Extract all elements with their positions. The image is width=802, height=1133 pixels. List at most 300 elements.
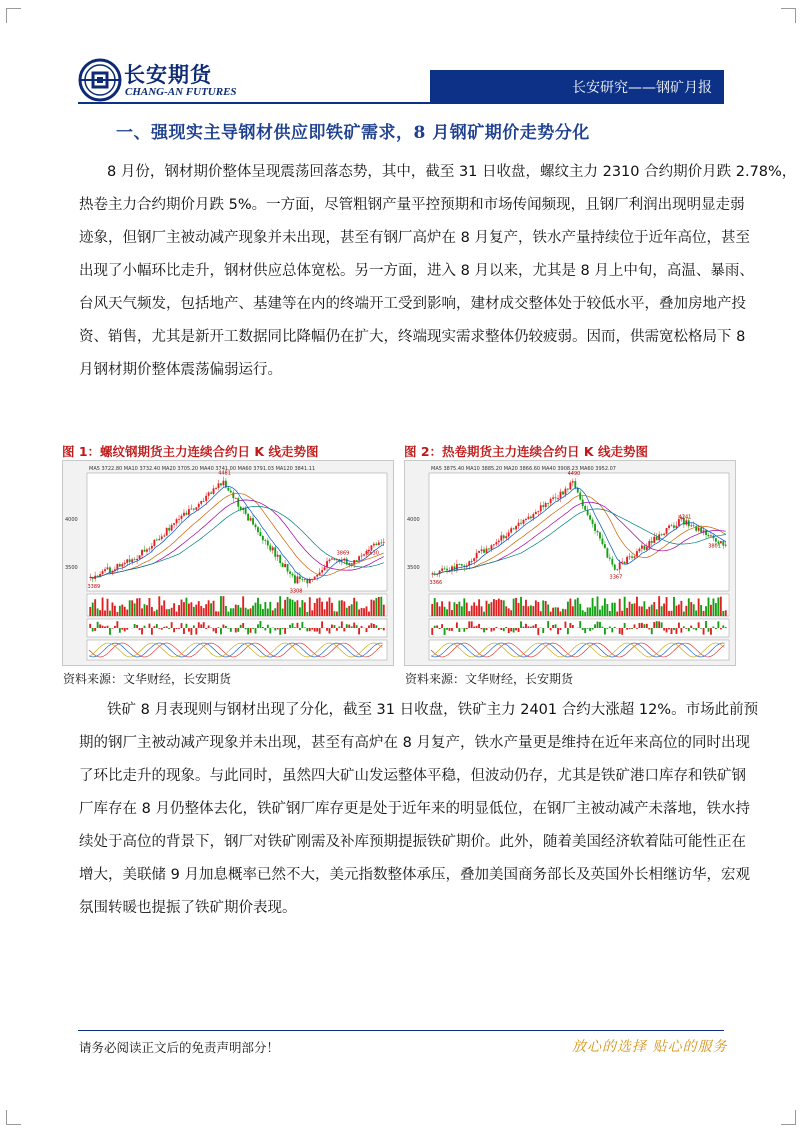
macd-bar — [109, 628, 111, 635]
candle-body — [218, 483, 220, 488]
macd-bar — [262, 627, 264, 628]
paragraph-line: 资、销售，尤其是新开工数据同比降幅仍在扩大，终端现实需求整体仍较疲弱。因而，供需宽松格局下 8 — [79, 329, 746, 345]
macd-bar — [552, 625, 554, 628]
macd-bar — [314, 628, 316, 632]
macd-bar — [446, 628, 448, 630]
macd-bar — [213, 628, 215, 631]
candle-body — [141, 550, 143, 556]
macd-bar — [215, 628, 217, 633]
candle-body — [606, 548, 608, 557]
paragraph-line: 增大，美联储 9 月加息概率已然不大，美元指数整体承压，叠加美国商务部长及英国外长相继访华，宏观 — [79, 867, 750, 883]
candle-body — [287, 564, 289, 571]
macd-bar — [126, 628, 128, 630]
volume-bar — [149, 598, 151, 616]
volume-bar — [552, 608, 554, 616]
macd-bar — [678, 623, 680, 628]
volume-bar — [173, 603, 175, 616]
macd-bar — [225, 626, 227, 628]
candle-body — [542, 505, 544, 507]
figure2-source: 资料来源：文华财经，长安期货 — [405, 672, 574, 686]
volume-bar — [495, 600, 497, 616]
macd-bar — [542, 628, 544, 633]
figure2-title: 图 2：热卷期货主力连续合约日 K 线走势图 — [404, 444, 648, 459]
candle-body — [371, 545, 373, 549]
candle-body — [668, 526, 670, 528]
macd-bar — [515, 628, 517, 630]
volume-bar — [225, 606, 227, 616]
macd-bar — [346, 624, 348, 628]
volume-bar — [205, 604, 207, 616]
candle-body — [569, 482, 571, 489]
macd-bar — [114, 626, 116, 628]
volume-bar — [272, 610, 274, 616]
volume-bar — [508, 608, 510, 616]
volume-bar — [700, 605, 702, 616]
volume-bar — [537, 602, 539, 616]
volume-bar — [471, 606, 473, 616]
candle-body — [631, 556, 633, 557]
volume-bar — [114, 606, 116, 616]
volume-bar — [446, 609, 448, 616]
candle-body — [235, 498, 237, 499]
macd-bar — [513, 628, 515, 632]
candle-body — [643, 546, 645, 550]
candle-body — [158, 539, 160, 540]
macd-bar — [301, 622, 303, 628]
volume-bar — [710, 605, 712, 616]
volume-bar — [606, 604, 608, 616]
candle-body — [104, 569, 106, 571]
macd-bar — [193, 625, 195, 628]
volume-bar — [136, 598, 138, 616]
volume-bar — [319, 598, 321, 616]
candle-body — [619, 562, 621, 569]
candle-body — [478, 551, 480, 553]
volume-bar — [208, 600, 210, 616]
candle-body — [508, 532, 510, 536]
low-price-label: 3389 — [87, 583, 101, 590]
macd-bar — [456, 622, 458, 628]
low-price-label: 3308 — [289, 588, 303, 595]
macd-bar — [158, 628, 160, 629]
candle-body — [614, 565, 616, 570]
macd-bar — [722, 625, 724, 628]
candle-body — [725, 545, 727, 546]
macd-bar — [358, 628, 360, 634]
macd-bar — [582, 628, 584, 630]
candle-body — [255, 525, 257, 528]
macd-bar — [473, 627, 475, 628]
volume-bar — [513, 599, 515, 616]
macd-bar — [532, 625, 534, 628]
candle-body — [530, 517, 532, 518]
macd-bar — [493, 628, 495, 631]
company-logo — [78, 58, 237, 104]
candle-body — [178, 519, 180, 520]
macd-bar — [641, 623, 643, 628]
volume-bar — [609, 611, 611, 616]
volume-bar — [653, 602, 655, 616]
volume-bar — [720, 597, 722, 616]
macd-bar — [621, 628, 623, 635]
candle-body — [584, 506, 586, 510]
macd-bar — [356, 625, 358, 628]
macd-bar — [666, 628, 668, 632]
volume-bar — [722, 611, 724, 616]
paragraph-iron-ore — [79, 694, 759, 925]
candle-body — [373, 544, 375, 546]
volume-bar — [97, 608, 99, 616]
macd-bar — [614, 627, 616, 628]
volume-bar — [535, 600, 537, 616]
volume-bar — [458, 602, 460, 616]
candle-body — [183, 513, 185, 516]
macd-bar — [597, 622, 599, 628]
candle-body — [361, 556, 363, 557]
volume-bar — [188, 604, 190, 616]
volume-bar — [166, 609, 168, 616]
macd-bar — [710, 628, 712, 635]
candle-body — [321, 570, 323, 572]
macd-bar — [495, 627, 497, 628]
macd-bar — [604, 628, 606, 634]
chart-legend: MA5 3722.80 MA10 3732.40 MA20 3705.20 MA40 3741.00 MA60 3791.03 MA120 3841.11 — [89, 466, 316, 472]
macd-bar — [567, 628, 569, 634]
volume-bar — [220, 596, 222, 616]
volume-bar — [102, 598, 104, 616]
macd-bar — [463, 628, 465, 632]
volume-bar — [636, 597, 638, 616]
macd-bar — [309, 628, 311, 631]
volume-bar — [306, 612, 308, 616]
macd-bar — [366, 628, 368, 632]
candle-body — [444, 569, 446, 570]
volume-bar — [616, 612, 618, 616]
volume-bar — [449, 601, 451, 616]
macd-bar — [368, 625, 370, 628]
candle-body — [673, 525, 675, 527]
candle-body — [289, 572, 291, 574]
candle-body — [503, 535, 505, 538]
volume-bar — [574, 599, 576, 616]
macd-bar — [715, 628, 717, 629]
candle-body — [565, 489, 567, 495]
candle-body — [205, 496, 207, 501]
candle-body — [609, 558, 611, 559]
volume-bar — [134, 603, 136, 616]
volume-bar — [666, 597, 668, 616]
macd-bar — [188, 628, 190, 632]
volume-bar — [725, 610, 727, 616]
candle-body — [223, 481, 225, 486]
macd-bar — [483, 628, 485, 632]
volume-bar — [153, 611, 155, 616]
volume-bar — [626, 608, 628, 616]
volume-bar — [646, 609, 648, 616]
macd-bar — [250, 628, 252, 633]
candle-body — [252, 518, 254, 524]
macd-bar — [468, 621, 470, 628]
candle-body — [176, 519, 178, 523]
candle-body — [144, 550, 146, 552]
price-panel — [87, 470, 387, 591]
figure1-source: 资料来源：文华财经，长安期货 — [63, 672, 232, 686]
volume-bar — [198, 601, 200, 616]
volume-bar — [589, 608, 591, 616]
crop-mark — [781, 1110, 796, 1125]
candle-body — [210, 492, 212, 493]
macd-bar — [200, 624, 202, 628]
macd-bar — [671, 628, 673, 634]
macd-bar — [634, 624, 636, 628]
volume-bar — [520, 597, 522, 616]
candle-body — [227, 488, 229, 491]
volume-bar — [151, 607, 153, 616]
macd-bar — [264, 628, 266, 630]
volume-bar — [466, 603, 468, 616]
volume-bar — [624, 597, 626, 616]
macd-bar — [518, 628, 520, 632]
volume-bar — [631, 604, 633, 616]
figure1-title: 图 1：螺纹钢期货主力连续合约日 K 线走势图 — [62, 444, 319, 459]
volume-bar — [703, 611, 705, 616]
candle-body — [190, 509, 192, 510]
volume-bar — [215, 611, 217, 616]
macd-bar — [525, 624, 527, 628]
macd-bar — [476, 626, 478, 628]
candle-body — [121, 564, 123, 566]
volume-bar — [651, 605, 653, 616]
volume-bar — [361, 608, 363, 616]
macd-bar — [508, 628, 510, 633]
figure2-kline-chart — [404, 460, 736, 666]
macd-bar — [557, 628, 559, 634]
logo-chinese-name: 长安期货 — [124, 63, 212, 87]
candle-body — [574, 481, 576, 488]
volume-bar — [353, 598, 355, 616]
volume-bar — [530, 605, 532, 616]
volume-bar — [634, 603, 636, 616]
volume-bar — [331, 603, 333, 616]
macd-bar — [279, 628, 281, 635]
macd-bar — [717, 621, 719, 628]
paragraph-line: 氛围转暖也提振了铁矿期价表现。 — [79, 900, 297, 916]
volume-bar — [639, 606, 641, 616]
macd-bar — [136, 625, 138, 628]
volume-bar — [255, 603, 257, 616]
candle-body — [693, 525, 695, 526]
candle-body — [358, 556, 360, 560]
macd-bar — [230, 628, 232, 632]
macd-bar — [139, 628, 141, 630]
macd-bar — [587, 628, 589, 629]
candle-body — [513, 528, 515, 529]
volume-bar — [454, 602, 456, 616]
volume-bar — [146, 605, 148, 616]
candle-body — [351, 563, 353, 564]
macd-bar — [703, 628, 705, 635]
macd-bar — [584, 628, 586, 633]
macd-bar — [449, 628, 451, 631]
macd-bar — [107, 626, 109, 628]
candle-body — [634, 556, 636, 557]
volume-bar — [190, 602, 192, 616]
macd-bar — [173, 628, 175, 632]
volume-bar — [213, 601, 215, 616]
volume-bar — [326, 601, 328, 616]
volume-bar — [324, 609, 326, 616]
candle-body — [663, 534, 665, 535]
macd-bar — [648, 628, 650, 630]
volume-bar — [178, 605, 180, 616]
candle-body — [515, 526, 517, 529]
candle-body — [532, 514, 534, 518]
macd-bar — [277, 628, 279, 629]
volume-bar — [195, 605, 197, 616]
axis-tick-label: 4000 — [407, 517, 420, 523]
macd-bar — [520, 621, 522, 628]
macd-bar — [688, 628, 690, 631]
volume-bar — [338, 601, 340, 616]
candle-body — [547, 503, 549, 504]
candle-body — [151, 546, 153, 549]
volume-bar — [434, 598, 436, 616]
candle-body — [641, 546, 643, 549]
volume-bar — [545, 601, 547, 616]
volume-bar — [94, 599, 96, 616]
macd-bar — [550, 628, 552, 630]
candle-body — [383, 542, 385, 543]
candle-body — [264, 540, 266, 541]
candle-body — [193, 509, 195, 510]
volume-bar — [343, 601, 345, 616]
footer-disclaimer-note: 请务必阅读正文后的免责声明部分！ — [79, 1040, 280, 1055]
macd-bar — [371, 623, 373, 628]
volume-bar — [368, 612, 370, 616]
candle-body — [572, 481, 574, 482]
candle-body — [705, 530, 707, 535]
paragraph-steel — [79, 156, 797, 387]
volume-bar — [557, 607, 559, 616]
volume-bar — [131, 600, 133, 616]
volume-bar — [673, 597, 675, 616]
macd-bar — [619, 628, 621, 634]
volume-bar — [109, 611, 111, 616]
candle-body — [500, 535, 502, 540]
candle-body — [161, 536, 163, 538]
candle-body — [476, 553, 478, 558]
macd-bar — [668, 628, 670, 629]
macd-bar — [378, 628, 380, 630]
macd-bar — [161, 628, 163, 630]
candle-body — [260, 532, 262, 536]
candle-body — [220, 483, 222, 485]
candle-body — [493, 544, 495, 545]
macd-bar — [436, 625, 438, 628]
candle-body — [116, 564, 118, 569]
candle-body — [710, 535, 712, 536]
candle-body — [483, 549, 485, 552]
macd-bar — [284, 628, 286, 634]
volume-bar — [262, 609, 264, 616]
volume-bar — [560, 611, 562, 616]
candle-body — [616, 569, 618, 570]
volume-bar — [481, 606, 483, 616]
candle-body — [195, 507, 197, 509]
macd-bar — [535, 624, 537, 628]
volume-bar — [309, 597, 311, 616]
candle-body — [301, 579, 303, 580]
candle-body — [149, 548, 151, 549]
volume-bar — [230, 608, 232, 616]
macd-bar — [153, 626, 155, 628]
volume-bar — [316, 598, 318, 616]
volume-bar — [614, 603, 616, 616]
swing-price-label: 3869 — [336, 550, 350, 557]
candle-body — [237, 498, 239, 507]
last-price-label: 3801 — [708, 543, 721, 550]
volume-bar — [621, 611, 623, 616]
candle-body — [267, 541, 269, 546]
volume-bar — [264, 602, 266, 616]
volume-bar — [592, 598, 594, 616]
volume-bar — [329, 597, 331, 616]
macd-bar — [329, 628, 331, 634]
macd-bar — [602, 627, 604, 628]
macd-bar — [104, 626, 106, 628]
volume-bar — [708, 598, 710, 616]
candle-body — [102, 571, 104, 574]
macd-bar — [205, 628, 207, 629]
macd-bar — [547, 621, 549, 628]
candle-body — [181, 516, 183, 519]
macd-bar — [700, 628, 702, 629]
paragraph-line: 月钢材期价整体震荡偏弱运行。 — [79, 362, 282, 378]
macd-bar — [505, 627, 507, 628]
volume-bar — [358, 609, 360, 616]
volume-bar — [380, 597, 382, 616]
volume-bar — [171, 608, 173, 616]
macd-bar — [380, 628, 382, 629]
volume-bar — [346, 608, 348, 616]
candle-body — [380, 543, 382, 544]
macd-bar — [351, 626, 353, 628]
volume-bar — [292, 600, 294, 616]
candle-body — [166, 528, 168, 536]
macd-bar — [624, 623, 626, 628]
macd-bar — [220, 628, 222, 634]
figure1-kline-chart — [62, 460, 394, 666]
macd-bar — [208, 625, 210, 628]
macd-bar — [510, 628, 512, 631]
volume-bar — [685, 606, 687, 616]
candle-body — [599, 532, 601, 538]
candle-body — [604, 544, 606, 548]
volume-bar — [676, 606, 678, 616]
macd-bar — [656, 621, 658, 628]
macd-bar — [92, 628, 94, 631]
candle-body — [461, 564, 463, 566]
paragraph-line: 8 月份，钢材期价整体呈现震荡回落态势，其中，截至 31 日收盘，螺纹主力 2310 合约期价月跌 2.78%， — [107, 164, 797, 180]
macd-bar — [163, 627, 165, 628]
macd-bar — [156, 624, 158, 628]
crop-mark — [781, 8, 796, 23]
volume-bar — [444, 607, 446, 616]
candle-body — [560, 492, 562, 498]
volume-bar — [240, 608, 242, 616]
candle-body — [230, 491, 232, 493]
macd-bar — [178, 628, 180, 629]
